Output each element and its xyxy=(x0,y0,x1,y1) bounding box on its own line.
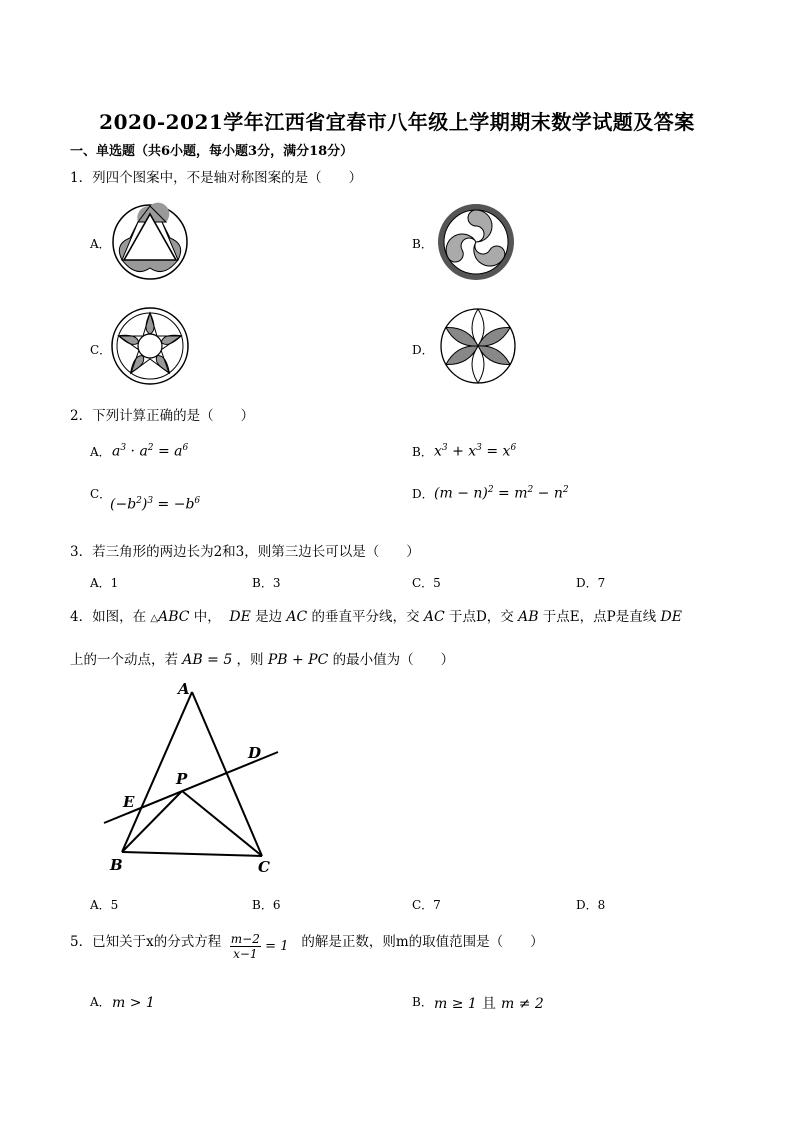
q5-label-b: B． xyxy=(412,995,433,1009)
q4-option-a: A．5 xyxy=(90,898,119,912)
q3-option-c: C．5 xyxy=(412,576,441,590)
q2-label-c: C． xyxy=(90,487,112,501)
q3-option-b: B．3 xyxy=(252,576,281,590)
q1-figure-d xyxy=(438,306,518,386)
q4-label-b: B xyxy=(110,856,123,874)
section-heading: 一、单选题（共6小题，每小题3分，满分18分） xyxy=(70,144,354,159)
q1-label-a: A． xyxy=(90,237,111,251)
q1-figure-a xyxy=(110,202,190,282)
q4-label-c: C xyxy=(258,858,270,876)
q1-label-d: D． xyxy=(412,343,434,357)
q4-triangle-figure xyxy=(100,680,290,880)
q1-figure-c xyxy=(110,306,190,386)
q1-label-b: B． xyxy=(412,237,433,251)
page-title: 2020-2021学年江西省宜春市八年级上学期期末数学试题及答案 xyxy=(99,110,695,134)
q3-option-a: A．1 xyxy=(90,576,119,590)
q3-stem: 3．若三角形的两边长为2和3，则第三边长可以是（ ） xyxy=(70,544,420,560)
q5-option-a-expr: m > 1 xyxy=(112,995,155,1011)
q5-label-a: A． xyxy=(90,995,111,1009)
q4-option-c: C．7 xyxy=(412,898,441,912)
q2-option-c-expr: $(-b^2)^3 = -b^6$ xyxy=(110,496,201,513)
q1-label-c: C． xyxy=(90,343,112,357)
q3-option-d: D．7 xyxy=(576,576,606,590)
q5-fraction: $\frac{m-2}{x-1}$ xyxy=(230,932,260,961)
q5-stem: 5．已知关于x的分式方程 $\frac{m-2}{x-1}$ = 1 的解是正数，则m的取值范围是（ ） xyxy=(70,932,544,961)
q4-option-d: D．8 xyxy=(576,898,606,912)
q1-stem: 1．列四个图案中，不是轴对称图案的是（ ） xyxy=(70,170,363,186)
q4-label-e: E xyxy=(123,793,135,811)
q2-label-d: D． xyxy=(412,487,434,501)
q2-option-a-expr: $a^3 \cdot a^2 = a^6$ xyxy=(112,443,189,460)
q5-option-b: m ≥ 1 且 m ≠ 2 xyxy=(434,996,544,1012)
q4-stem-line1: 4．如图，在 △ABC 中， DE 是边 AC 的垂直平分线，交 AC 于点D，交 AB 于点E，点P是直线 DE xyxy=(70,609,682,625)
q2-label-a: A． xyxy=(90,445,111,459)
q4-label-a: A xyxy=(178,680,190,698)
q4-stem-line2: 上的一个动点，若 AB = 5 ，则 PB + PC 的最小值为（ ） xyxy=(70,652,455,668)
q1-figure-b xyxy=(436,202,516,282)
q4-option-b: B．6 xyxy=(252,898,281,912)
q4-label-d: D xyxy=(248,744,262,762)
q2-stem: 2．下列计算正确的是（ ） xyxy=(70,408,255,424)
q2-label-b: B． xyxy=(412,445,433,459)
q4-label-p: P xyxy=(176,770,188,788)
q2-option-b-expr: $x^3 + x^3 = x^6$ xyxy=(434,443,517,460)
q2-option-d-expr: $(m - n)^2 = m^2 - n^2$ xyxy=(434,485,569,502)
